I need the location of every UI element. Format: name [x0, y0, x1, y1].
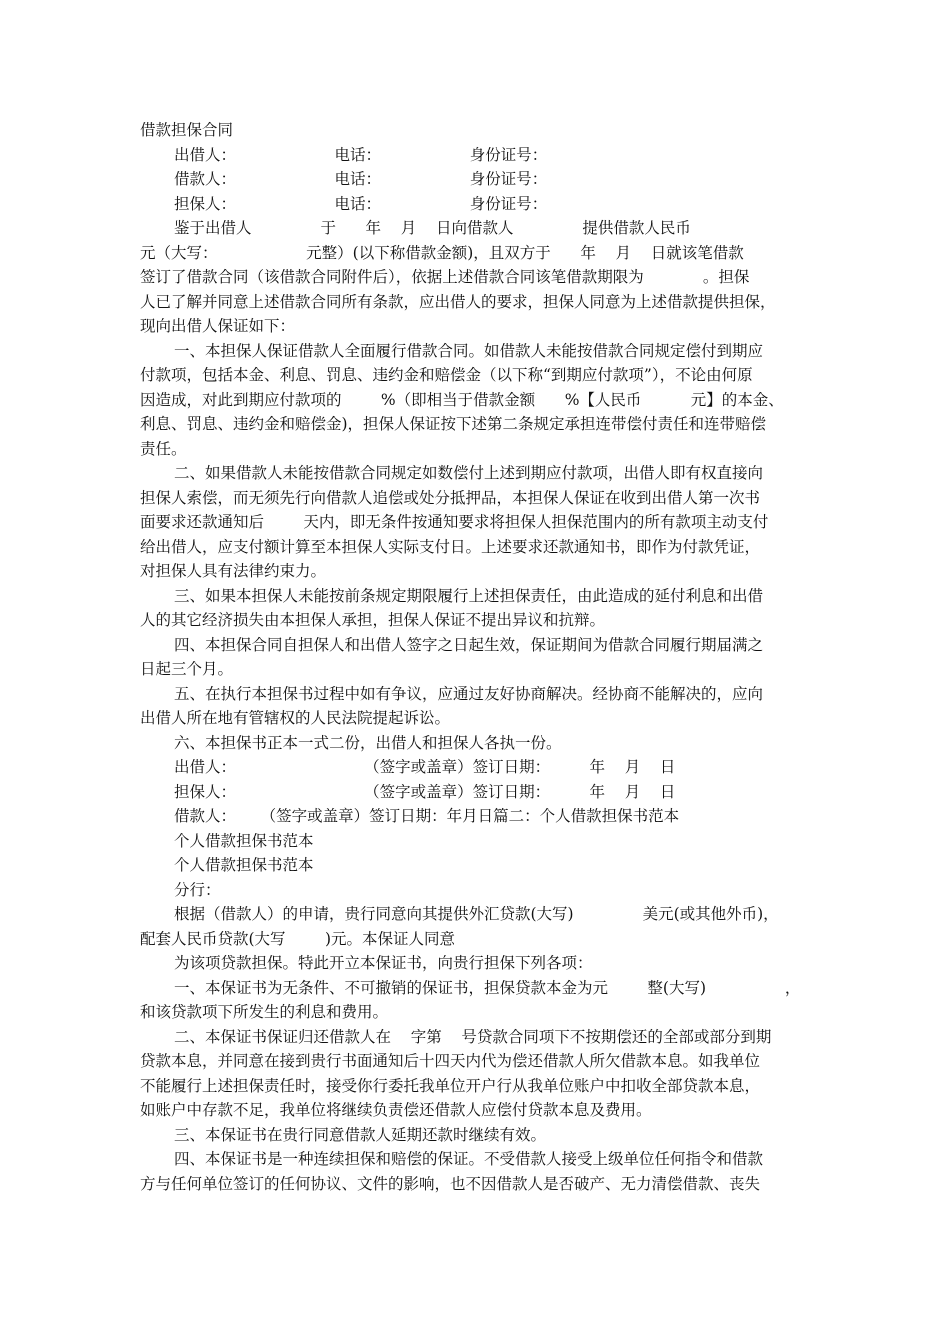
- text-line: 责任。: [140, 439, 187, 458]
- text-line: 利息、罚息、违约金和赔偿金)，担保人保证按下述第二条规定承担连带偿付责任和连带赔偿: [140, 415, 767, 433]
- text-line: 三、本保证书在贵行同意借款人延期还款时继续有效。: [174, 1125, 547, 1144]
- text-line: 担保人： 电话： 身份证号：: [174, 194, 548, 213]
- text-line: 出借人所在地有管辖权的人民法院提起诉讼。: [140, 709, 451, 727]
- text-line: 分行：: [174, 880, 221, 899]
- text-line: 借款人： 电话： 身份证号：: [174, 170, 548, 188]
- text-line: 方与任何单位签订的任何协议、文件的影响，也不因借款人是否破产、无力清偿借款、丧失: [140, 1174, 761, 1193]
- text-line: 四、本保证书是一种连续担保和赔偿的保证。不受借款人接受上级单位任何指令和借款: [174, 1150, 764, 1168]
- text-line: 个人借款担保书范本: [174, 856, 314, 874]
- document-page: [140, 118, 816, 1196]
- text-line: 因造成，对此到期应付款项的 %（即相当于借款金额 %【人民币 元】的本金、: [140, 390, 784, 409]
- text-line: 出借人： （签字或盖章）签订日期： 年 月 日: [174, 758, 676, 776]
- document-title: 借款担保合同: [140, 121, 234, 139]
- text-line: 如账户中存款不足，我单位将继续负责偿还借款人应偿付贷款本息及费用。: [140, 1101, 652, 1119]
- text-line: 面要求还款通知后 天内，即无条件按通知要求将担保人担保范围内的所有款项主动支付: [140, 513, 769, 531]
- text-line: 三、如果本担保人未能按前条规定期限履行上述担保责任，由此造成的延付利息和出借: [174, 586, 764, 605]
- text-line: 元（大写： 元整）(以下称借款金额)，且双方于 年 月 日就该笔借款: [140, 243, 744, 262]
- text-line: 付款项，包括本金、利息、罚息、违约金和赔偿金（以下称“到期应付款项”），不论由何原: [140, 366, 753, 384]
- text-line: 配套人民币贷款(大写 )元。本保证人同意: [140, 929, 456, 948]
- text-line: 鉴于出借人 于 年 月 日向借款人 提供借款人民币: [174, 219, 691, 237]
- text-line: 六、本担保书正本一式二份，出借人和担保人各执一份。: [174, 733, 562, 752]
- text-line: 二、如果借款人未能按借款合同规定如数偿付上述到期应付款项，出借人即有权直接向: [174, 464, 764, 482]
- text-line: 对担保人具有法律约束力。: [140, 562, 327, 580]
- document-body: [140, 143, 816, 1197]
- text-line: 日起三个月。: [140, 660, 234, 678]
- text-line: 个人借款担保书范本: [174, 831, 314, 850]
- text-line: 人已了解并同意上述借款合同所有条款，应出借人的要求，担保人同意为上述借款提供担保，: [140, 292, 776, 311]
- text-line: 人的其它经济损失由本担保人承担，担保人保证不提出异议和抗辩。: [140, 611, 606, 629]
- text-line: 现向出借人保证如下：: [140, 317, 296, 335]
- text-line: 担保人： （签字或盖章）签订日期： 年 月 日: [174, 782, 676, 801]
- text-line: 签订了借款合同（该借款合同附件后），依据上述借款合同该笔借款期限为 。担保: [140, 268, 750, 286]
- text-line: 五、在执行本担保书过程中如有争议，应通过友好协商解决。经协商不能解决的，应向: [174, 684, 764, 703]
- text-line: 一、本担保人保证借款人全面履行借款合同。如借款人未能按借款合同规定偿付到期应: [174, 341, 764, 360]
- text-line: 给出借人，应支付额计算至本担保人实际支付日。上述要求还款通知书，即作为付款凭证，: [140, 537, 761, 556]
- text-line: 和该贷款项下所发生的利息和费用。: [140, 1003, 389, 1021]
- text-line: 出借人： 电话： 身份证号：: [174, 145, 548, 164]
- text-line: 贷款本息，并同意在接到贵行书面通知后十四天内代为偿还借款人所欠借款本息。如我单位: [140, 1052, 761, 1070]
- text-line: 担保人索偿，而无须先行向借款人追偿或处分抵押品，本担保人保证在收到出借人第一次书: [140, 488, 761, 507]
- text-line: 一、本保证书为无条件、不可撤销的保证书，担保贷款本金为元 整(大写) ，: [174, 978, 801, 997]
- text-line: 为该项贷款担保。特此开立本保证书，向贵行担保下列各项：: [174, 954, 593, 972]
- text-line: 二、本保证书保证归还借款人在 字第 号贷款合同项下不按期偿还的全部或部分到期: [174, 1027, 772, 1046]
- text-line: 借款人： （签字或盖章）签订日期：年月日篇二：个人借款担保书范本: [174, 807, 680, 825]
- text-line: 四、本担保合同自担保人和出借人签字之日起生效，保证期间为借款合同履行期届满之: [174, 635, 764, 654]
- text-line: 根据（借款人）的申请，贵行同意向其提供外汇贷款(大写) 美元(或其他外币)，: [174, 905, 779, 923]
- text-line: 不能履行上述担保责任时，接受你行委托我单位开户行从我单位账户中扣收全部贷款本息，: [140, 1076, 761, 1095]
